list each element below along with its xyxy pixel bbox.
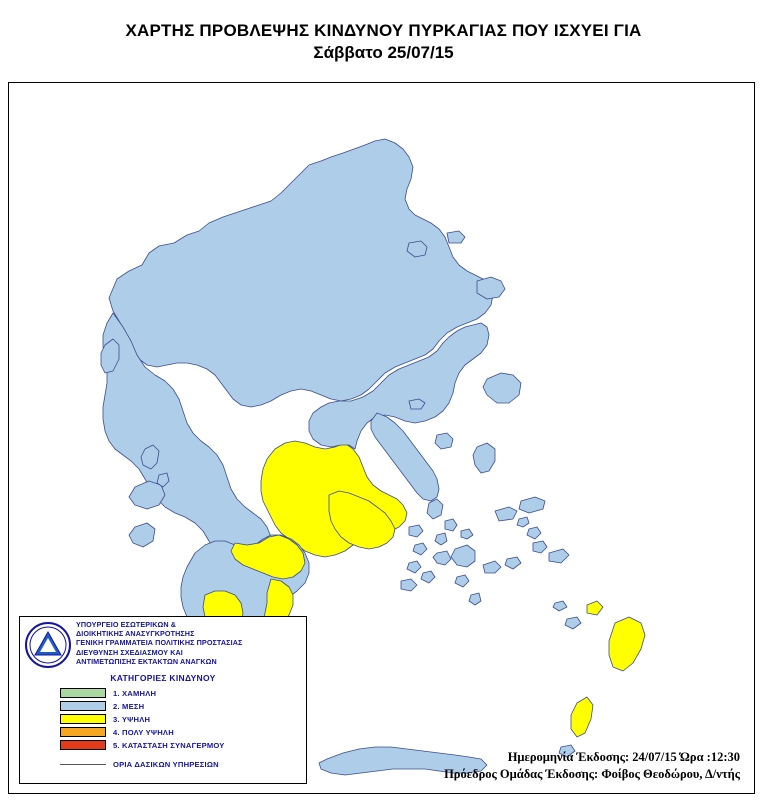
island-andros: [427, 499, 443, 519]
island-patmos: [517, 517, 529, 527]
ministry-line-3: ΓΕΝΙΚΗ ΓΡΑΜΜΑΤΕΙΑ ΠΟΛΙΤΙΚΗΣ ΠΡΟΣΤΑΣΙΑΣ: [76, 638, 243, 648]
legend-item-very-high: [60, 726, 300, 738]
island-leros: [527, 527, 541, 539]
island-samos: [519, 497, 545, 513]
island-nisyros: [553, 601, 567, 611]
legend-item-high: [60, 713, 300, 725]
island-astypalaia: [505, 557, 521, 569]
island-ikaria: [495, 507, 517, 521]
legend-boundary-label: ΟΡΙΑ ΔΑΣΙΚΩΝ ΥΠΗΡΕΣΙΩΝ: [113, 760, 219, 769]
boundary-line-icon: [60, 764, 106, 765]
island-zakynthos: [129, 523, 155, 547]
island-lesvos: [483, 373, 521, 403]
page-title: [0, 20, 767, 64]
island-sifnos: [421, 571, 435, 583]
island-mykonos: [461, 529, 473, 539]
footer-info: [444, 749, 740, 783]
title-line-2: Σάββατο 25/07/15: [313, 43, 454, 62]
island-rhodes-high: [609, 617, 645, 671]
legend-item-alert: [60, 739, 300, 751]
legend-categories-title: ΚΑΤΗΓΟΡΙΕΣ ΚΙΝΔΥΝΟΥ: [110, 673, 216, 683]
island-naxos: [451, 545, 475, 567]
island-ios: [455, 575, 469, 587]
civil-protection-logo-icon: [24, 621, 72, 669]
swatch-level-4: [60, 727, 106, 737]
island-samothraki: [447, 231, 465, 243]
legend-ministry-text: [76, 620, 304, 666]
island-tinos: [445, 519, 457, 531]
legend-header: [20, 617, 306, 669]
island-kalymnos: [533, 541, 547, 553]
island-chios: [473, 443, 495, 473]
issue-datetime: Ημερομηνία Έκδοσης: 24/07/15 Ώρα :12:30: [507, 750, 740, 764]
island-kythnos: [413, 543, 427, 555]
ministry-line-1: ΥΠΟΥΡΓΕΙΟ ΕΣΩΤΕΡΙΚΩΝ &: [76, 620, 177, 629]
legend-category-list: [60, 687, 300, 752]
island-skyros: [435, 433, 453, 449]
island-symi-high: [587, 601, 603, 615]
island-santorini: [469, 593, 481, 605]
island-paros: [433, 551, 451, 565]
map-frame[interactable]: [8, 82, 755, 794]
island-syros: [435, 533, 447, 545]
island-limnos: [477, 277, 505, 299]
legend-label-level-1: 1. ΧΑΜΗΛΗ: [113, 688, 157, 698]
legend-item-medium: [60, 700, 300, 712]
ministry-line-5: ΑΝΤΙΜΕΤΩΠΙΣΗΣ ΕΚΤΑΚΤΩΝ ΑΝΑΓΚΩΝ: [76, 656, 217, 666]
legend-boundary-row: [60, 760, 219, 769]
legend-item-low: [60, 687, 300, 699]
swatch-level-1: [60, 688, 106, 698]
legend-label-level-5: 5. ΚΑΤΑΣΤΑΣΗ ΣΥΝΑΓΕΡΜΟΥ: [113, 740, 225, 750]
legend-label-level-2: 2. ΜΕΣΗ: [113, 701, 145, 711]
swatch-level-3: [60, 714, 106, 724]
island-amorgos: [483, 561, 501, 573]
legend-label-level-3: 3. ΥΨΗΛΗ: [113, 714, 151, 724]
island-serifos: [407, 561, 421, 573]
island-evia: [371, 413, 439, 501]
island-karpathos-high: [571, 697, 593, 737]
swatch-level-2: [60, 701, 106, 711]
island-kea: [409, 525, 423, 537]
island-kos: [549, 549, 569, 563]
swatch-level-5: [60, 740, 106, 750]
title-line-1: ΧΑΡΤΗΣ ΠΡΟΒΛΕΨΗΣ ΚΙΝΔΥΝΟΥ ΠΥΡΚΑΓΙΑΣ ΠΟΥ ΙΣΧΥΕΙ ΓΙΑ: [125, 21, 642, 40]
legend-box: [19, 616, 307, 784]
legend-label-level-4: 4. ΠΟΛΥ ΥΨΗΛΗ: [113, 727, 174, 737]
island-tilos: [565, 617, 581, 629]
ministry-line-2: ΔΙΟΙΚΗΤΙΚΗΣ ΑΝΑΣΥΓΚΡΟΤΗΣΗΣ: [76, 629, 195, 639]
ministry-line-4: ΔΙΕΥΘΥΝΣΗ ΣΧΕΔΙΑΣΜΟΥ ΚΑΙ: [76, 647, 183, 657]
island-milos: [401, 579, 417, 591]
president-name: Πρόεδρος Ομάδας Έκδοσης: Φοίβος Θεοδώρου, Δ/ντής: [444, 767, 740, 781]
